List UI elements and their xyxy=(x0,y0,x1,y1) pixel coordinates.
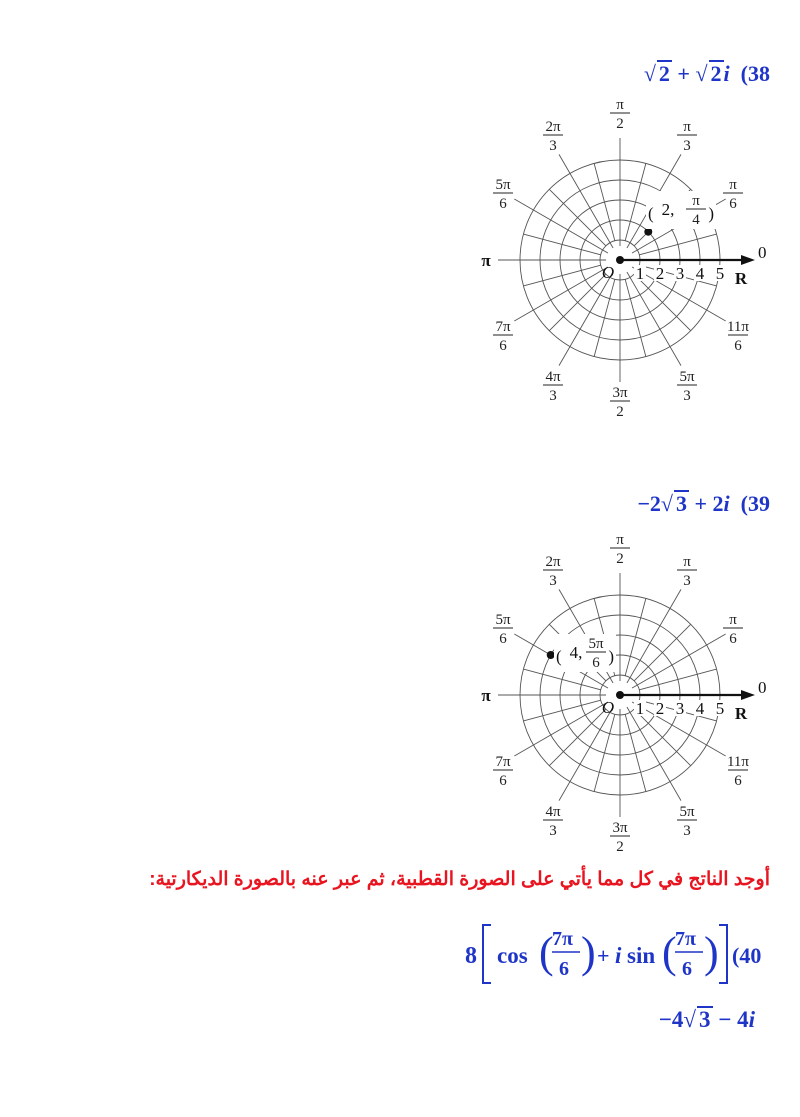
angle-label-denominator: 3 xyxy=(683,388,691,404)
grid-ray xyxy=(594,714,615,791)
zero-angle-label: 0 xyxy=(758,678,767,697)
angle-label xyxy=(677,804,697,839)
grid-ray xyxy=(620,695,681,801)
axis-label-r: R xyxy=(734,269,748,288)
origin-label: O xyxy=(601,263,615,282)
angle-label xyxy=(677,369,697,404)
grid-ray xyxy=(523,669,600,690)
axis-label-r: R xyxy=(734,704,748,723)
angle-label-denominator: 2 xyxy=(616,551,624,567)
grid-ray xyxy=(625,279,646,356)
frac-num: 7π xyxy=(675,928,696,950)
problem-40-answer: −4√ 3 − 4i xyxy=(658,1007,755,1032)
grid-ray xyxy=(620,260,681,366)
angle-label xyxy=(493,612,513,647)
point-label xyxy=(554,634,616,672)
real-part: + 2 xyxy=(694,491,724,516)
frac-den: 6 xyxy=(682,958,692,980)
imaginary-unit: i xyxy=(615,943,622,968)
angle-label-numerator: 4π xyxy=(545,804,561,820)
angle-label-denominator: 6 xyxy=(734,338,742,354)
imaginary-unit: i xyxy=(723,491,730,516)
angle-label-denominator: 3 xyxy=(549,823,557,839)
radial-tick-label: 4 xyxy=(695,699,705,718)
angle-label-numerator: 5π xyxy=(679,369,695,385)
pi-angle-label: π xyxy=(481,251,491,270)
grid-ray xyxy=(523,700,600,721)
angle-label-denominator: 6 xyxy=(592,655,600,671)
angle-label-numerator: 4π xyxy=(545,369,561,385)
grid-ray xyxy=(620,589,681,695)
grid-ray xyxy=(559,154,620,260)
paren-open: ( xyxy=(556,647,562,666)
radial-tick-label: 1 xyxy=(635,264,645,283)
paren-open: ( xyxy=(662,928,677,977)
angle-label-numerator: 7π xyxy=(495,754,511,770)
angle-label-numerator: π xyxy=(616,97,624,113)
point-label-bg xyxy=(646,191,716,229)
zero-angle-label: 0 xyxy=(758,243,767,262)
angle-label-denominator: 2 xyxy=(616,839,624,855)
angle-label xyxy=(677,119,697,154)
angle-label xyxy=(543,804,563,839)
problem-number: (40 xyxy=(732,943,762,968)
paren-close: ) xyxy=(581,928,596,977)
grid-ray xyxy=(639,669,716,690)
radial-tick-label: 5 xyxy=(715,699,725,718)
angle-label-numerator: π xyxy=(692,193,700,209)
angle-label xyxy=(610,385,630,420)
angle-label xyxy=(677,554,697,589)
angle-label-denominator: 6 xyxy=(729,196,737,212)
radial-tick-label: 4 xyxy=(695,264,705,283)
angle-label-numerator: π xyxy=(683,554,691,570)
grid-ray xyxy=(625,714,646,791)
radial-tick-label: 3 xyxy=(675,699,685,718)
angle-label xyxy=(727,319,749,354)
angle-label-denominator: 3 xyxy=(549,138,557,154)
plotted-point xyxy=(547,651,555,659)
coefficient: −4 xyxy=(658,1007,684,1032)
paren-close: ) xyxy=(608,647,614,666)
radial-tick-label: 5 xyxy=(715,264,725,283)
angle-label xyxy=(727,754,749,789)
cos-label: cos xyxy=(497,943,528,968)
angle-label-denominator: 4 xyxy=(692,212,700,228)
angle-label-denominator: 2 xyxy=(616,116,624,132)
angle-label-numerator: 11π xyxy=(726,754,750,770)
pi-angle-label: π xyxy=(481,686,491,705)
angle-label xyxy=(610,820,630,855)
angle-label xyxy=(610,97,630,132)
problem-number: (39 xyxy=(740,491,770,516)
sin-label: sin xyxy=(627,943,656,968)
grid-ray xyxy=(625,163,646,240)
angle-label-numerator: π xyxy=(729,177,737,193)
radial-tick-label: 2 xyxy=(655,699,665,718)
angle-label-denominator: 6 xyxy=(499,773,507,789)
angle-label-denominator: 6 xyxy=(499,196,507,212)
angle-label xyxy=(543,554,563,589)
angle-label-numerator: π xyxy=(616,532,624,548)
point-label xyxy=(646,191,716,229)
problem-39-title: −2√ 3 + 2i (39 xyxy=(637,491,770,516)
paren-open: ( xyxy=(539,928,554,977)
imaginary-unit: i xyxy=(723,61,730,86)
problem-38-title: √ 2 + √ 2i (38 xyxy=(643,61,770,86)
angle-label-numerator: π xyxy=(729,612,737,628)
angle-label xyxy=(610,532,630,567)
angle-label xyxy=(493,177,513,212)
angle-label-denominator: 6 xyxy=(499,631,507,647)
coefficient: −2 xyxy=(637,491,661,516)
angle-label xyxy=(543,119,563,154)
grid-ray xyxy=(549,709,606,766)
angle-label-numerator: 7π xyxy=(495,319,511,335)
frac-den: 6 xyxy=(559,958,569,980)
modulus: 8 xyxy=(465,943,477,969)
angle-label-denominator: 6 xyxy=(499,338,507,354)
grid-ray xyxy=(639,234,716,255)
angle-label-numerator: 11π xyxy=(726,319,750,335)
axis-arrowhead xyxy=(741,690,755,700)
grid-ray xyxy=(594,279,615,356)
angle-label xyxy=(493,319,513,354)
section-heading: أوجد الناتج في كل مما يأتي على الصورة القطبية، ثم عبر عنه بالصورة الديكارتية: xyxy=(149,869,770,890)
angle-label xyxy=(723,177,743,212)
grid-ray xyxy=(620,634,726,695)
imaginary-unit: i xyxy=(748,1007,755,1032)
paren-close: ) xyxy=(708,204,714,223)
imag-coefficient: − 4 xyxy=(718,1007,749,1032)
problem-number: (38 xyxy=(740,61,770,86)
radicand: 3 xyxy=(676,491,687,516)
angle-label-denominator: 6 xyxy=(734,773,742,789)
grid-ray xyxy=(634,624,691,681)
radial-tick-label: 1 xyxy=(635,699,645,718)
plus-sign: + xyxy=(597,943,610,968)
grid-ray xyxy=(625,598,646,675)
angle-label-numerator: 5π xyxy=(588,636,604,652)
grid-ray xyxy=(523,265,600,286)
grid-ray xyxy=(549,274,606,331)
paren-close: ) xyxy=(704,928,719,977)
radial-tick-label: 2 xyxy=(655,264,665,283)
angle-label-numerator: 2π xyxy=(545,119,561,135)
grid-ray xyxy=(523,234,600,255)
angle-label-numerator: 2π xyxy=(545,554,561,570)
axis-arrowhead xyxy=(741,255,755,265)
radial-tick-label: 3 xyxy=(675,264,685,283)
radicand: 2 xyxy=(658,61,670,86)
angle-label-numerator: 5π xyxy=(679,804,695,820)
point-label-bg xyxy=(554,634,616,672)
radicand: 3 xyxy=(699,1007,711,1032)
plus-sign: + xyxy=(677,61,690,86)
grid-ray xyxy=(549,189,606,246)
angle-label xyxy=(493,754,513,789)
angle-label-denominator: 3 xyxy=(549,388,557,404)
angle-label-denominator: 2 xyxy=(616,404,624,420)
origin-label: O xyxy=(601,698,615,717)
angle-label-denominator: 6 xyxy=(729,631,737,647)
polar-graph-38 xyxy=(470,95,780,425)
angle-label xyxy=(543,369,563,404)
angle-label-denominator: 3 xyxy=(683,573,691,589)
grid-ray xyxy=(514,199,620,260)
angle-label-denominator: 3 xyxy=(549,573,557,589)
point-r: 4, xyxy=(569,643,583,662)
angle-label-numerator: 3π xyxy=(612,820,628,836)
angle-label-numerator: 3π xyxy=(612,385,628,401)
frac-num: 7π xyxy=(552,928,573,950)
polar-graph-39 xyxy=(470,530,780,860)
angle-label-numerator: π xyxy=(683,119,691,135)
problem-40-expression xyxy=(455,915,775,995)
radicand: 2 xyxy=(710,61,722,86)
angle-label-denominator: 3 xyxy=(683,138,691,154)
grid-ray xyxy=(594,163,615,240)
point-r: 2, xyxy=(661,200,675,219)
angle-label-numerator: 5π xyxy=(495,612,511,628)
angle-label-numerator: 5π xyxy=(495,177,511,193)
paren-open: ( xyxy=(648,204,654,223)
angle-label-denominator: 3 xyxy=(683,823,691,839)
angle-label xyxy=(723,612,743,647)
